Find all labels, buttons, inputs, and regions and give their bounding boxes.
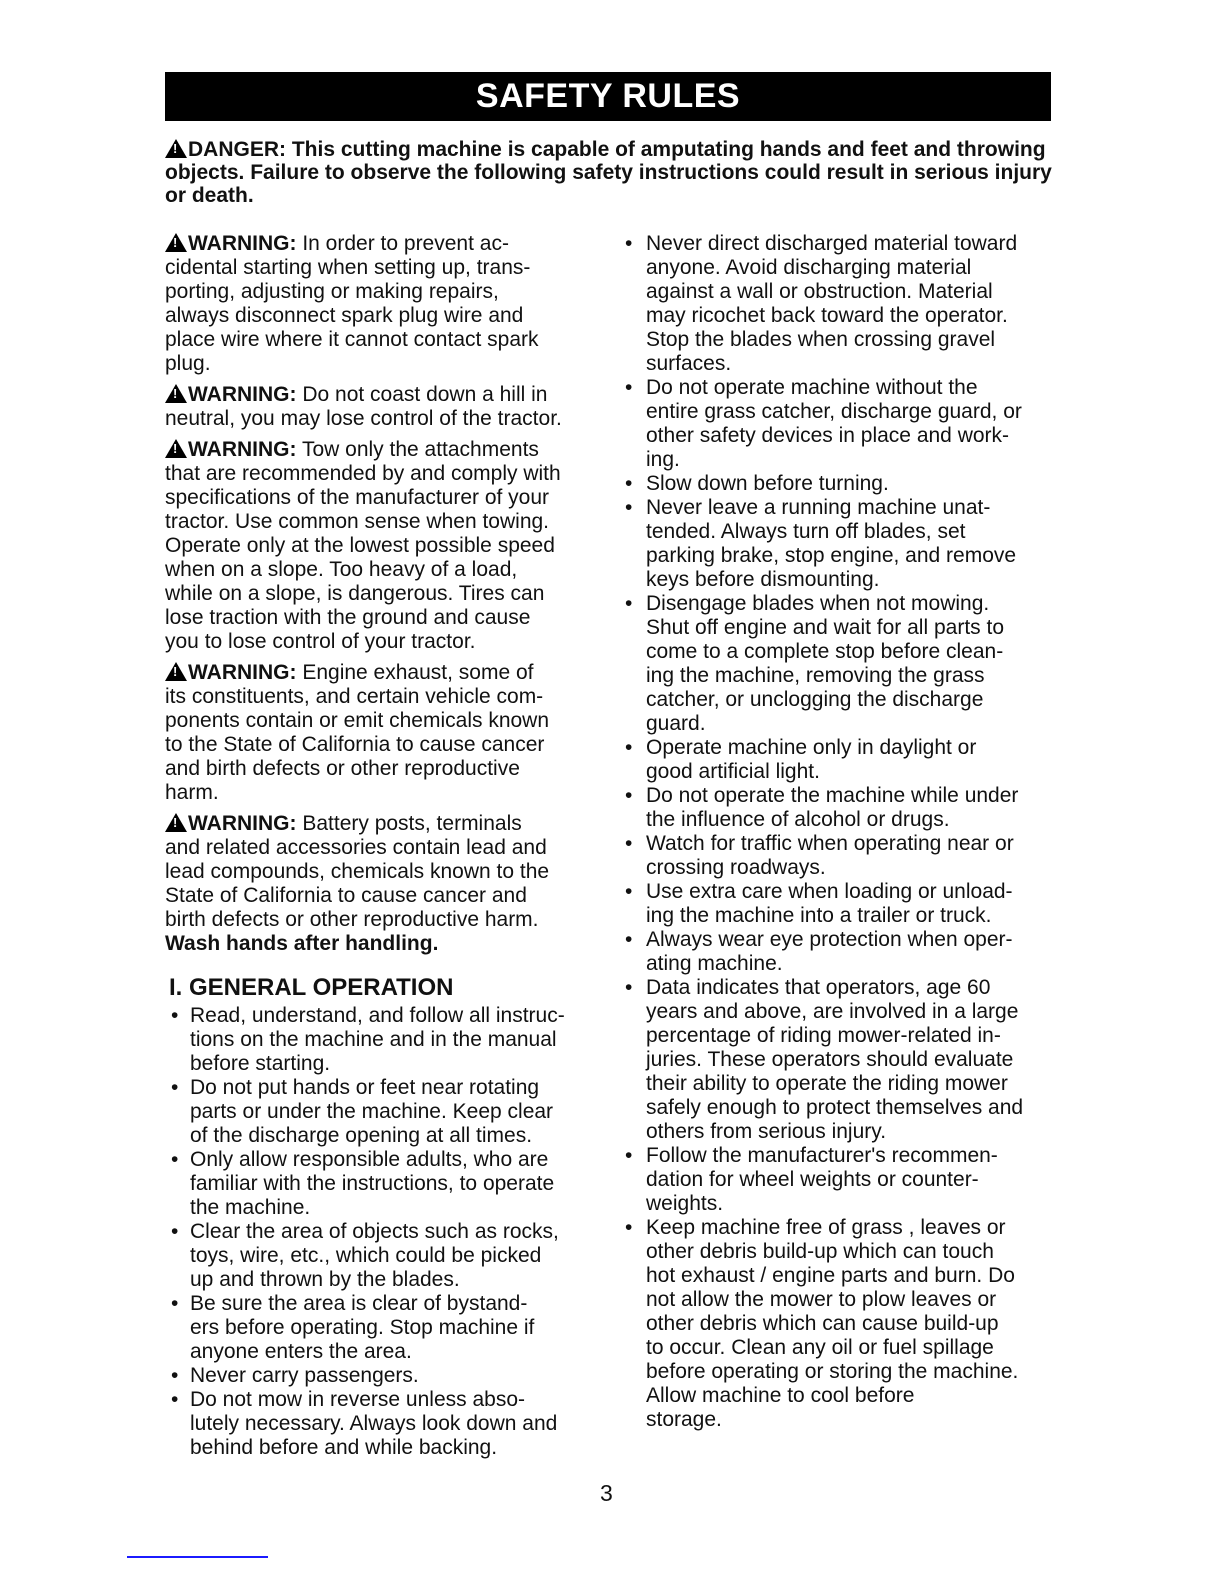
list-item: [622, 976, 1062, 1144]
bullet-icon: •: [171, 1076, 179, 1099]
section-heading: I. GENERAL OPERATION: [169, 974, 454, 1001]
left-bullet-list: [165, 1004, 595, 1460]
warning-label: WARNING:: [188, 812, 297, 835]
bullet-icon: •: [171, 1364, 179, 1387]
list-item: [622, 1216, 1062, 1432]
warning-triangle-icon: [165, 233, 187, 252]
list-item: [622, 832, 1062, 880]
bullet-icon: •: [625, 592, 633, 615]
list-item-text: Do not mow in reverse unless abso- lutely necessary. Always look down and behind before and while backing.: [190, 1388, 558, 1459]
list-item-text: Do not put hands or feet near rotating parts or under the machine. Keep clear of the discharge opening at all times.: [190, 1076, 554, 1147]
list-item: [622, 376, 1062, 472]
danger-text: This cutting machine is capable of amputating hands and feet and throwing objects. Failure to observe the following safety instructions could result in serious injury or death.: [165, 138, 1052, 207]
warning-4: [165, 661, 595, 805]
bullet-icon: •: [171, 1148, 179, 1171]
bullet-icon: •: [625, 496, 633, 519]
warning-1: [165, 232, 595, 376]
list-item-text: Slow down before turning.: [646, 472, 889, 495]
bullet-icon: •: [625, 736, 633, 759]
list-item: [165, 1292, 595, 1364]
warning-triangle-icon: [165, 384, 187, 403]
footer-rule: [127, 1556, 268, 1558]
list-item-text: Clear the area of objects such as rocks, toys, wire, etc., which could be picked up and thrown by the blades.: [190, 1220, 559, 1291]
warning-label: WARNING:: [188, 438, 297, 461]
bullet-icon: •: [171, 1388, 179, 1411]
page-number: 3: [600, 1480, 613, 1506]
list-item: [622, 232, 1062, 376]
bullet-icon: •: [625, 832, 633, 855]
warning-label: WARNING:: [188, 232, 297, 255]
list-item-text: Keep machine free of grass , leaves or other debris build-up which can touch hot exhaust / engine parts and burn. Do not allow the mower to plow leaves or other debris which can cause build-up to occur. Clean any oil or fuel spillage before operating or storing the machine. Allow machine to cool before storage.: [646, 1216, 1019, 1431]
list-item: [622, 784, 1062, 832]
list-item-text: Use extra care when loading or unload- ing the machine into a trailer or truck.: [646, 880, 1013, 927]
list-item: [165, 1220, 595, 1292]
list-item-text: Do not operate the machine while under the influence of alcohol or drugs.: [646, 784, 1019, 831]
warning-triangle-icon: [165, 139, 187, 158]
bullet-icon: •: [625, 232, 633, 255]
list-item-text: Watch for traffic when operating near or crossing roadways.: [646, 832, 1014, 879]
danger-notice: [165, 138, 1055, 207]
list-item-text: Data indicates that operators, age 60 years and above, are involved in a large percentage of riding mower-related in- juries. These operators should evaluate their ability to operate the riding mower safely enough to protect themselves and others from serious injury.: [646, 976, 1024, 1143]
list-item: [622, 928, 1062, 976]
list-item-text: Only allow responsible adults, who are familiar with the instructions, to operate the machine.: [190, 1148, 555, 1219]
bullet-icon: •: [625, 472, 633, 495]
list-item: [165, 1076, 595, 1148]
warning-text: Do not coast down a hill in neutral, you may lose control of the tractor.: [165, 383, 562, 430]
warning-3: [165, 438, 595, 654]
bullet-icon: •: [171, 1292, 179, 1315]
list-item-text: Do not operate machine without the entire grass catcher, discharge guard, or other safety devices in place and work- ing.: [646, 376, 1022, 471]
warning-triangle-icon: [165, 662, 187, 681]
list-item: [622, 1144, 1062, 1216]
list-item-text: Read, understand, and follow all instruc- tions on the machine and in the manual before starting.: [190, 1004, 565, 1075]
warning-label: WARNING:: [188, 661, 297, 684]
bullet-icon: •: [625, 1216, 633, 1239]
warning-5: [165, 812, 595, 956]
list-item-text: Never leave a running machine unat- tended. Always turn off blades, set parking brake, stop engine, and remove keys before dismounting.: [646, 496, 1017, 591]
bullet-icon: •: [625, 1144, 633, 1167]
list-item: [165, 1148, 595, 1220]
list-item: [622, 592, 1062, 736]
list-item-text: Never carry passengers.: [190, 1364, 419, 1387]
list-item: [165, 1364, 595, 1388]
bullet-icon: •: [625, 976, 633, 999]
page-title: SAFETY RULES: [165, 72, 1051, 121]
warning-label: WARNING:: [188, 383, 297, 406]
bullet-icon: •: [625, 880, 633, 903]
right-column: [622, 232, 1062, 1432]
danger-label: DANGER:: [188, 138, 286, 161]
bullet-icon: •: [171, 1004, 179, 1027]
list-item: [622, 736, 1062, 784]
list-item: [622, 880, 1062, 928]
list-item-text: Always wear eye protection when oper- ating machine.: [646, 928, 1013, 975]
bullet-icon: •: [625, 784, 633, 807]
list-item-text: Be sure the area is clear of bystand- ers before operating. Stop machine if anyone enters the area.: [190, 1292, 535, 1363]
list-item: [165, 1004, 595, 1076]
warning-text: Battery posts, terminals and related accessories contain lead and lead compounds, chemicals known to the State of California to cause cancer and birth defects or other reproductive harm.: [165, 812, 550, 931]
list-item-text: Operate machine only in daylight or good artificial light.: [646, 736, 977, 783]
bullet-icon: •: [625, 928, 633, 951]
bullet-icon: •: [171, 1220, 179, 1243]
bullet-icon: •: [625, 376, 633, 399]
warning-text: In order to prevent ac- cidental starting when setting up, trans- porting, adjusting or making repairs, always disconnect spark plug wire and place wire where it cannot contact spark plug.: [165, 232, 539, 375]
warning-triangle-icon: [165, 439, 187, 458]
warning-text: Tow only the attachments that are recommended by and comply with specifications of the manufacturer of your tractor. Use common sense when towing. Operate only at the lowest possible speed when on a slope. Too heavy of a load, while on a slope, is dangerous. Tires can lose traction with the ground and cause you to lose control of your tractor.: [165, 438, 561, 653]
warning-text: Engine exhaust, some of its constituents, and certain vehicle com- ponents contain or emit chemicals known to the State of California to cause cancer and birth defects or other reproductive harm.: [165, 661, 550, 804]
right-bullet-list: [622, 232, 1062, 1432]
list-item-text: Never direct discharged material toward anyone. Avoid discharging material against a wall or obstruction. Material may ricochet back toward the operator. Stop the blades when crossing gravel surfaces.: [646, 232, 1018, 375]
wash-hands-note: Wash hands after handling.: [165, 932, 439, 955]
list-item: [165, 1388, 595, 1460]
list-item-text: Follow the manufacturer's recommen- dation for wheel weights or counter- weights.: [646, 1144, 998, 1215]
warning-2: [165, 383, 595, 431]
list-item: [622, 496, 1062, 592]
list-item: [622, 472, 1062, 496]
left-column: [165, 232, 595, 1460]
warning-triangle-icon: [165, 813, 187, 832]
list-item-text: Disengage blades when not mowing. Shut off engine and wait for all parts to come to a complete stop before clean- ing the machine, removing the grass catcher, or unclogging the discharge guard.: [646, 592, 1005, 735]
